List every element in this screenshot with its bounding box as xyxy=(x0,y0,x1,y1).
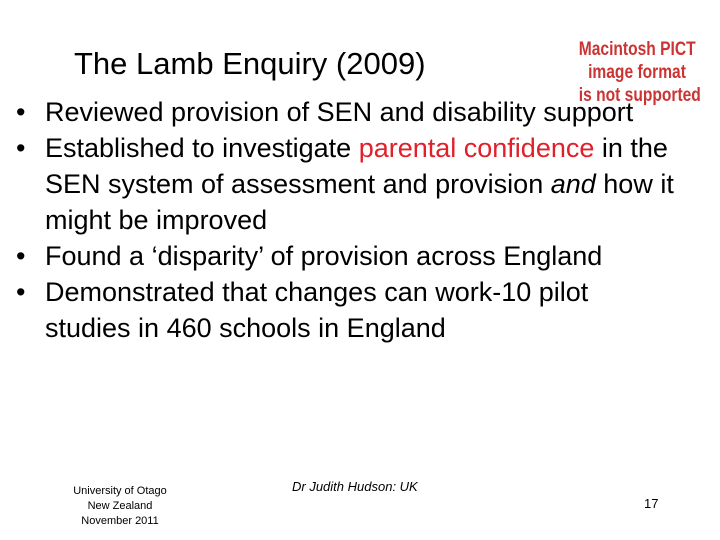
page-number: 17 xyxy=(644,496,659,511)
bullet-item-disparity xyxy=(16,238,676,274)
bullet-list xyxy=(16,94,676,346)
placeholder-line: image format xyxy=(588,62,686,83)
bullet-item-reviewed-provision xyxy=(16,94,676,130)
bullet-marker: • xyxy=(16,277,26,307)
bullet-marker: • xyxy=(16,241,26,271)
bullet-item-established xyxy=(16,130,676,238)
slide-title: The Lamb Enquiry (2009) xyxy=(74,46,426,81)
bullet-text: Demonstrated that changes can work-10 pilot studies in 460 schools in England xyxy=(45,277,589,343)
footer-line: November 2011 xyxy=(81,515,159,527)
bullet-text: Found a ‘disparity’ of provision across England xyxy=(45,241,603,271)
footer-author: Dr Judith Hudson: UK xyxy=(292,479,418,494)
bullet-item-demonstrated xyxy=(16,274,676,346)
placeholder-line: Macintosh PICT xyxy=(578,39,696,60)
placeholder-line: is not supported xyxy=(578,85,701,106)
bullet-marker: • xyxy=(16,133,26,163)
footer-line: University of Otago xyxy=(73,485,167,497)
footer-line: New Zealand xyxy=(87,500,153,512)
bullet-text-part: in the SEN system of assessment and provision xyxy=(45,133,668,199)
bullet-text-part: Established to investigate xyxy=(45,133,359,163)
highlighted-phrase: parental confidence xyxy=(358,133,595,163)
bullet-text-part: how it might be improved xyxy=(45,169,674,235)
footer-institution xyxy=(64,484,176,529)
emphasized-word: and xyxy=(550,169,596,199)
bullet-text: Reviewed provision of SEN and disability support xyxy=(45,97,634,127)
bullet-marker: • xyxy=(16,97,26,127)
